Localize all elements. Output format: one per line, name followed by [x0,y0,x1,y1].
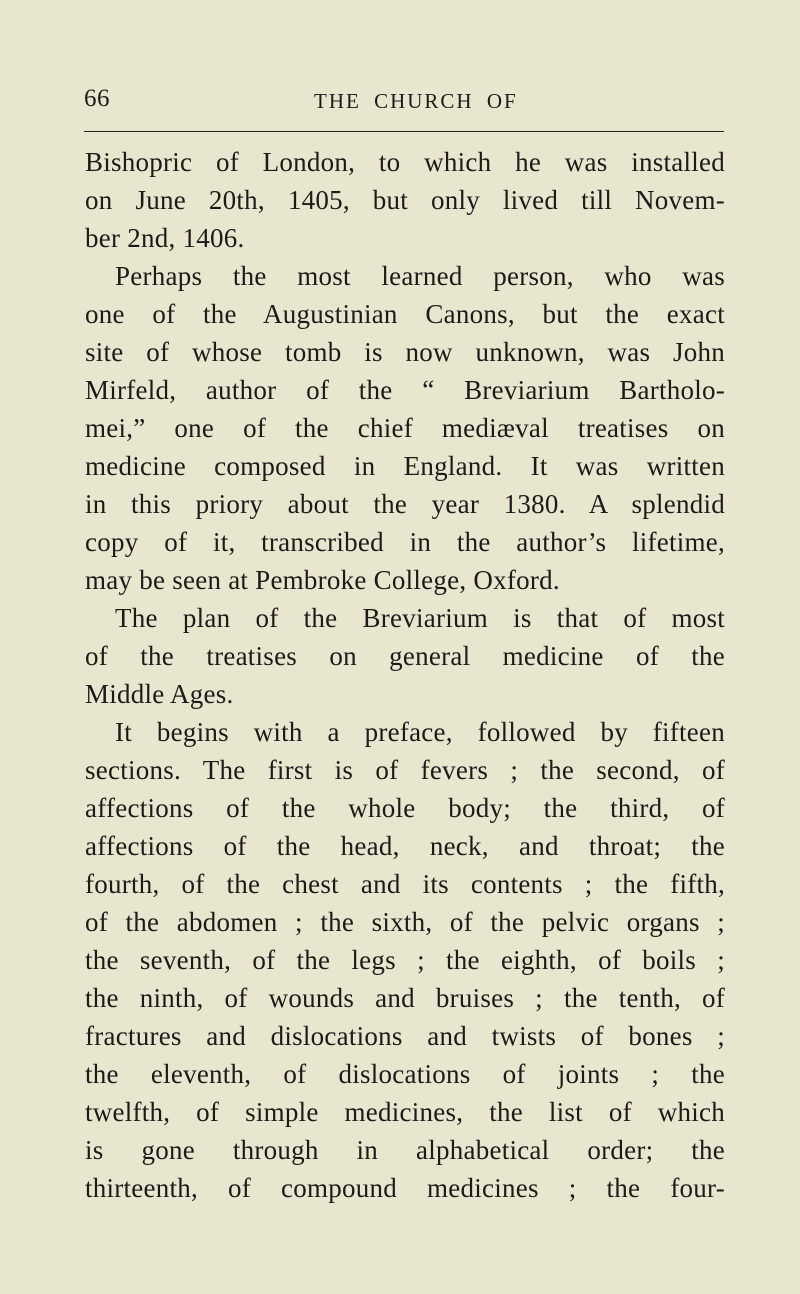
text-line: the ninth, of wounds and bruises ; the tenth, of [85,983,725,1013]
text-line: mei,” one of the chief mediæval treatises on [85,413,725,443]
text-line: fractures and dislocations and twists of bones ; [85,1021,725,1051]
text-line: twelfth, of simple medicines, the list of which [85,1097,725,1127]
text-line: the eleventh, of dislocations of joints ; the [85,1059,725,1089]
text-line: one of the Augustinian Canons, but the exact [85,299,725,329]
text-line: of the treatises on general medicine of the [85,641,725,671]
text-line: may be seen at Pembroke College, Oxford. [85,565,560,595]
text-line: medicine composed in England. It was written [85,451,725,481]
page-number: 66 [84,85,110,112]
text-line: Mirfeld, author of the “ Breviarium Bartholo- [85,375,725,405]
text-line: Perhaps the most learned person, who was [115,261,725,291]
header-rule [84,131,724,132]
text-line: affections of the whole body; the third, of [85,793,725,823]
page-header [84,84,724,124]
text-line: site of whose tomb is now unknown, was John [85,337,725,367]
text-line: on June 20th, 1405, but only lived till Novem- [85,185,725,215]
text-line: the seventh, of the legs ; the eighth, of boils ; [85,945,725,975]
text-line: ber 2nd, 1406. [85,223,245,253]
text-line: The plan of the Breviarium is that of most [115,603,725,633]
text-line: of the abdomen ; the sixth, of the pelvic organs ; [85,907,725,937]
body-text [85,143,725,1207]
text-line: thirteenth, of compound medicines ; the four- [85,1173,725,1203]
text-line: It begins with a preface, followed by fifteen [115,717,725,747]
running-head: THE CHURCH OF [314,89,518,113]
text-line: is gone through in alphabetical order; the [85,1135,725,1165]
text-line: Bishopric of London, to which he was installed [85,147,725,177]
text-line: in this priory about the year 1380. A splendid [85,489,725,519]
text-line: affections of the head, neck, and throat; the [85,831,725,861]
text-line: fourth, of the chest and its contents ; the fifth, [85,869,725,899]
text-line: Middle Ages. [85,679,234,709]
text-line: sections. The first is of fevers ; the second, of [85,755,725,785]
text-line: copy of it, transcribed in the author’s lifetime, [85,527,725,557]
